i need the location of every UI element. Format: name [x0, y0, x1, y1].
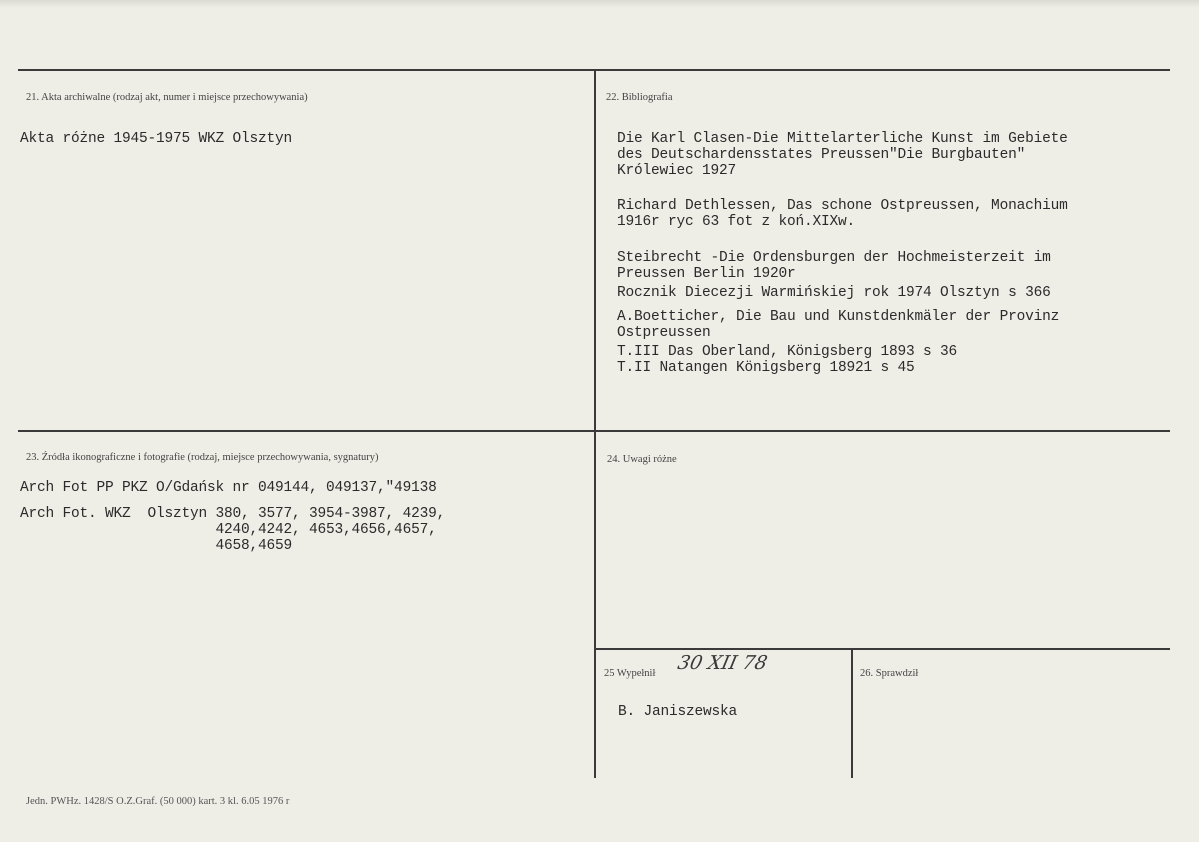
iconography-line: 4240,4242, 4653,4656,4657, — [20, 522, 437, 538]
section-23-label: 23. Źródła ikonograficzne i fotografie (rodzaj, miejsce przechowywania, sygnatury) — [26, 452, 379, 463]
bibliography-line: des Deutschardensstates Preussen"Die Burgbauten" — [617, 147, 1026, 163]
divider-center-vertical — [594, 70, 596, 778]
bibliography-line: Die Karl Clasen-Die Mittelarterliche Kunst im Gebiete — [617, 131, 1068, 147]
bibliography-line: Preussen Berlin 1920r — [617, 266, 796, 282]
iconography-line: Arch Fot PP PKZ O/Gdańsk nr 049144, 049137,"49138 — [20, 480, 437, 496]
divider-signatures-vertical — [851, 649, 853, 778]
bibliography-line: Steibrecht -Die Ordensburgen der Hochmeisterzeit im — [617, 250, 1051, 266]
filled-by-name: B. Janiszewska — [618, 704, 738, 720]
divider-signatures-top — [595, 648, 1170, 650]
bibliography-line: T.II Natangen Königsberg 18921 s 45 — [617, 360, 915, 376]
section-24-label: 24. Uwagi różne — [607, 454, 677, 465]
bibliography-line: T.III Das Oberland, Königsberg 1893 s 36 — [617, 344, 958, 360]
bibliography-line: A.Boetticher, Die Bau und Kunstdenkmäler der Provinz — [617, 309, 1060, 325]
iconography-line: Arch Fot. WKZ Olsztyn 380, 3577, 3954-3987, 4239, — [20, 506, 446, 522]
section-26-label: 26. Sprawdził — [860, 668, 919, 679]
section-22-label: 22. Bibliografia — [606, 92, 673, 103]
bibliography-line: 1916r ryc 63 fot z koń.XIXw. — [617, 214, 856, 230]
iconography-line: 4658,4659 — [20, 538, 293, 554]
section-25-label: 25 Wypełnił — [604, 668, 656, 679]
bibliography-line: Królewiec 1927 — [617, 163, 737, 179]
bibliography-line: Ostpreussen — [617, 325, 711, 341]
section-21-label: 21. Akta archiwalne (rodzaj akt, numer i miejsce przechowywania) — [26, 92, 308, 103]
bibliography-line: Richard Dethlessen, Das schone Ostpreussen, Monachium — [617, 198, 1068, 214]
print-footer: Jedn. PWHz. 1428/S O.Z.Graf. (50 000) kart. 3 kl. 6.05 1976 r — [26, 796, 290, 807]
section-21-line: Akta różne 1945-1975 WKZ Olsztyn — [20, 131, 293, 147]
bibliography-line: Rocznik Diecezji Warmińskiej rok 1974 Olsztyn s 366 — [617, 285, 1051, 301]
filled-date-handwritten: 30 XII 78 — [675, 652, 770, 674]
card-top-edge — [0, 0, 1199, 8]
